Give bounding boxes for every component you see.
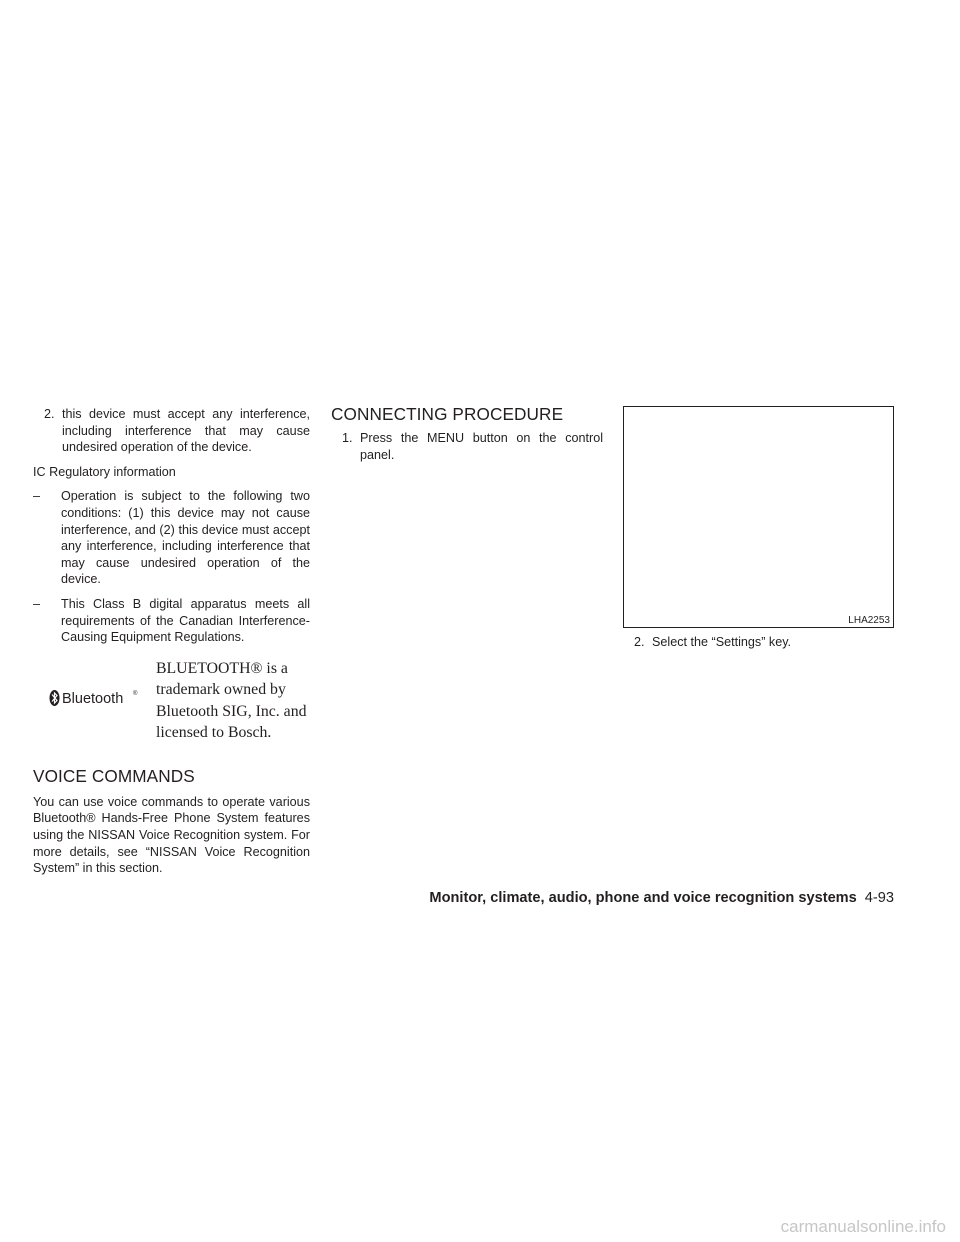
voice-commands-heading: VOICE COMMANDS [33, 765, 195, 786]
bluetooth-trademark-block [33, 658, 310, 756]
ic-regulatory-heading: IC Regulatory information [33, 464, 176, 479]
left-column [33, 406, 310, 877]
page-footer [0, 889, 894, 907]
figure-placeholder [623, 406, 894, 628]
dash-item-text: Operation is subject to the following two conditions: (1) this device may not cause interference, and (2) this device must accept any interference, including interference that may cause undesired operation of the device. [61, 489, 310, 587]
bluetooth-logo-reg: ® [133, 690, 138, 697]
step-1 [331, 430, 603, 463]
right-column [623, 634, 895, 651]
bluetooth-logo-text: Bluetooth [62, 690, 124, 707]
dash-marker: – [33, 489, 41, 504]
step-text: Select the “Settings” key. [652, 635, 792, 649]
middle-column [331, 404, 603, 463]
watermark: carmanualsonline.info [780, 1217, 946, 1236]
figure-code: LHA2253 [848, 615, 890, 626]
step-marker: 2. [634, 635, 645, 649]
bluetooth-logo [49, 688, 139, 708]
page-number: 4-93 [864, 890, 894, 906]
connecting-procedure-heading: CONNECTING PROCEDURE [331, 404, 564, 424]
dash-item-class-b [33, 596, 310, 646]
list-item-text: this device must accept any interference, including interference that may cause undesired operation of the device. [62, 407, 310, 455]
dash-item-text: This Class B digital apparatus meets all requirements of the Canadian Interference-Causing Equipment Regulations. [61, 596, 310, 645]
list-item-2 [33, 406, 310, 456]
dash-marker: – [33, 596, 41, 611]
bluetooth-trademark-text: BLUETOOTH® is a trademark owned by Bluetooth SIG, Inc. and licensed to Bosch. [156, 659, 307, 741]
section-title: Monitor, climate, audio, phone and voice recognition systems [429, 890, 857, 906]
step-2 [623, 634, 895, 651]
step-marker: 1. [342, 431, 353, 445]
voice-commands-body: You can use voice commands to operate various Bluetooth® Hands-Free Phone System features using the NISSAN Voice Recognition system. For more details, see “NISSAN Voice Recognition System” in this section. [33, 794, 310, 876]
step-text: Press the MENU button on the control panel. [360, 431, 603, 462]
list-marker: 2. [44, 407, 55, 421]
dash-item-operation [33, 488, 310, 588]
